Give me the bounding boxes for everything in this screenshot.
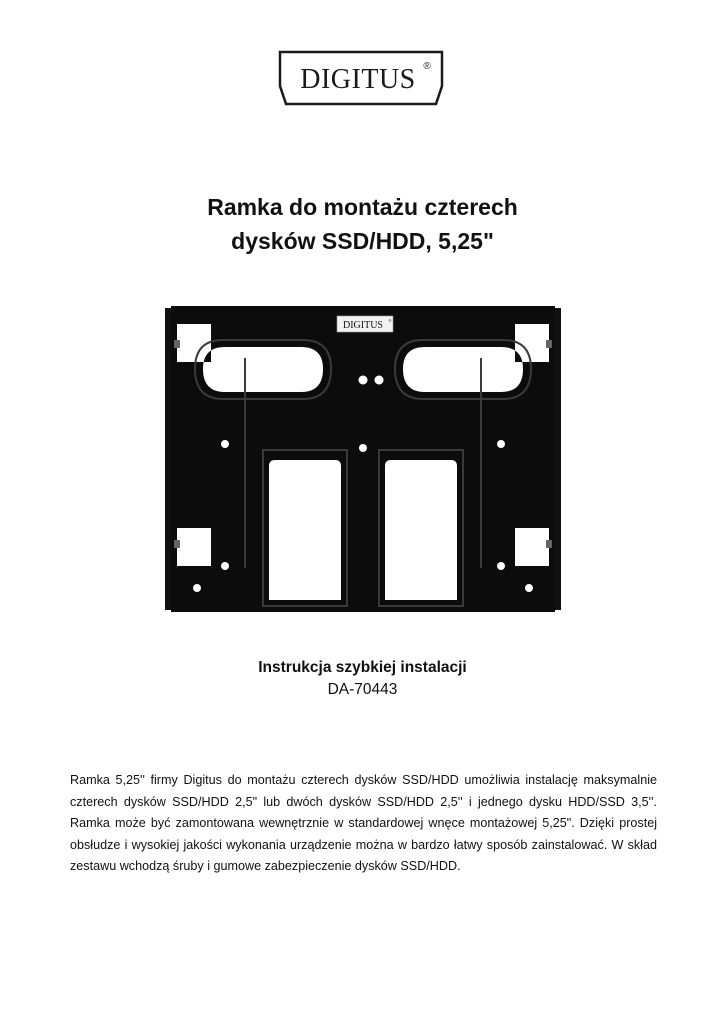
digitus-logo	[278, 50, 444, 106]
page-title	[0, 190, 725, 258]
logo-text: DIGITUS	[300, 64, 416, 95]
model-number: DA-70443	[327, 681, 398, 698]
guide-title: Instrukcja szybkiej instalacji	[258, 659, 467, 676]
product-description: Ramka 5,25'' firmy Digitus do montażu czterech dysków SSD/HDD umożliwia instalację maksymalnie czterech dysków SSD/HDD 2,5" lub dwóch dysków SSD/HDD 2,5'' i jednego dysku HDD/SSD 3,5''. Ramka może być zamontowana wewnętrznie w standardowej wnęce montażowej 5,25". Dzięki prostej obsłudze i wysokiej jakości wykonania urządzenie można w bardzo łatwy sposób zainstalować. W skład zestawu wchodzą śruby i gumowe zabezpieczenie dysków SSD/HDD.	[70, 773, 657, 873]
product-photo	[165, 300, 561, 618]
logo-registered-mark: ®	[423, 61, 431, 72]
photo-logo-mark: ®	[388, 318, 392, 323]
title-line-1: Ramka do montażu czterech	[207, 194, 518, 220]
photo-logo-text: DIGITUS	[343, 320, 383, 331]
title-line-2: dysków SSD/HDD, 5,25"	[231, 228, 494, 254]
